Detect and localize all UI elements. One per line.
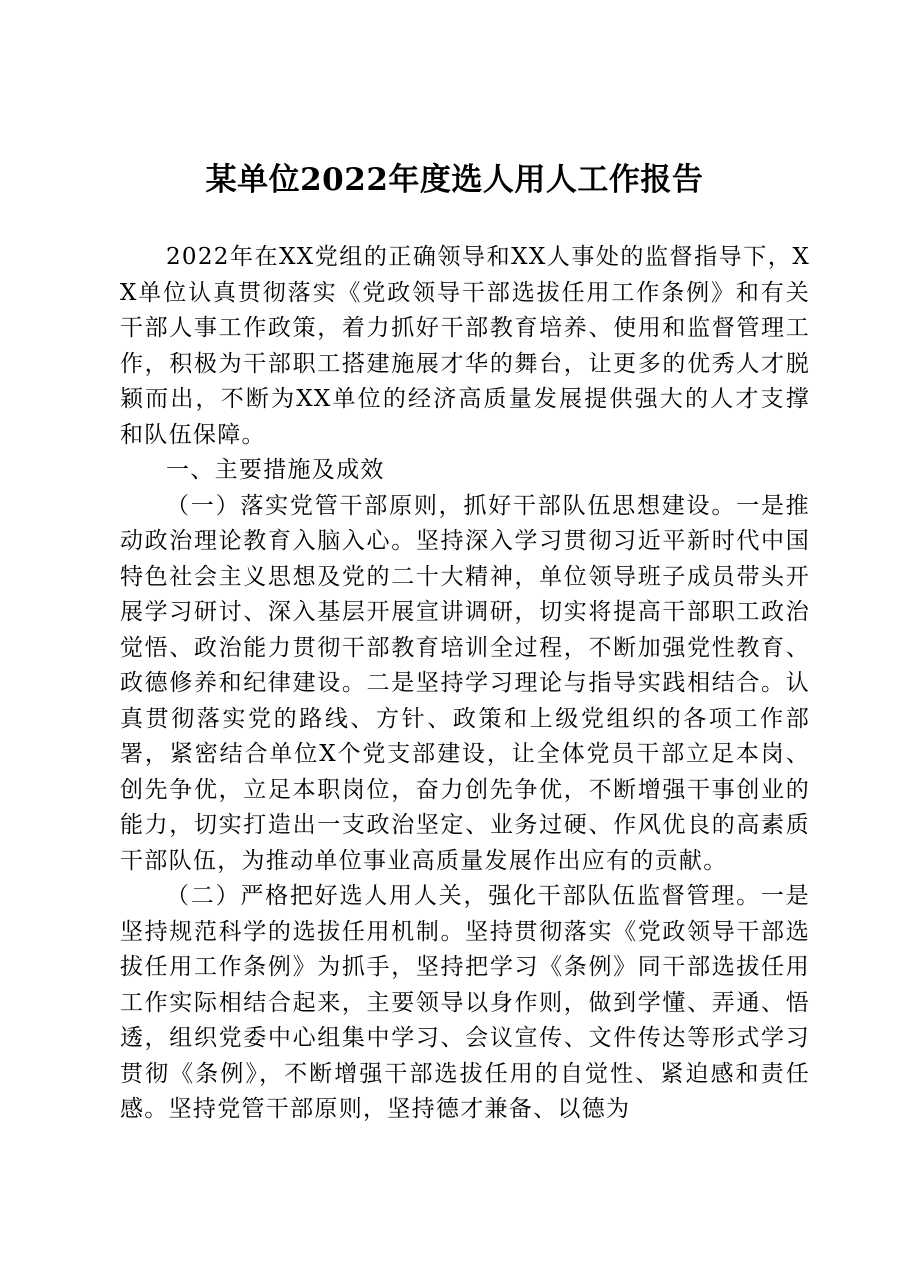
- paragraph-selection-supervision: （二）严格把好选人用人关，强化干部队伍监督管理。一是坚持规范科学的选拔任用机制。坚持贯彻落实《党政领导干部选拔任用工作条例》为抓手，坚持把学习《条例》同干部选拔任用工作实际相结合起来，主要领导以身作则，做到学懂、弄通、悟透，组织党委中心组集中学习、会议宣传、文件传达等形式学习贯彻《条例》，不断增强干部选拔任用的自觉性、紧迫感和责任感。坚持党管干部原则，坚持德才兼备、以德为: [120, 883, 810, 1122]
- document-title: 某单位2022年度选人用人工作报告: [205, 162, 704, 198]
- intro-paragraph: 2022年在XX党组的正确领导和XX人事处的监督指导下，XX单位认真贯彻落实《党政领导干部选拔任用工作条例》和有关干部人事工作政策，着力抓好干部教育培养、使用和监督管理工作，积极为干部职工搭建施展才华的舞台，让更多的优秀人才脱颖而出，不断为XX单位的经济高质量发展提供强大的人才支撑和队伍保障。: [120, 244, 810, 448]
- document-body: [120, 240, 810, 1128]
- paragraph-ideological-building: （一）落实党管干部原则，抓好干部队伍思想建设。一是推动政治理论教育入脑入心。坚持深入学习贯彻习近平新时代中国特色社会主义思想及党的二十大精神，单位领导班子成员带头开展学习研讨、深入基层开展宣讲调研，切实将提高干部职工政治觉悟、政治能力贯彻干部教育培训全过程，不断加强党性教育、政德修养和纪律建设。二是坚持学习理论与指导实践相结合。认真贯彻落实党的路线、方针、政策和上级党组织的各项工作部署，紧密结合单位X个党支部建设，让全体党员干部立足本岗、创先争优，立足本职岗位，奋力创先争优，不断增强干事创业的能力，切实打造出一支政治坚定、业务过硬、作风优良的高素质干部队伍，为推动单位事业高质量发展作出应有的贡献。: [120, 492, 810, 874]
- section-heading-measures: 一、主要措施及成效: [166, 457, 385, 483]
